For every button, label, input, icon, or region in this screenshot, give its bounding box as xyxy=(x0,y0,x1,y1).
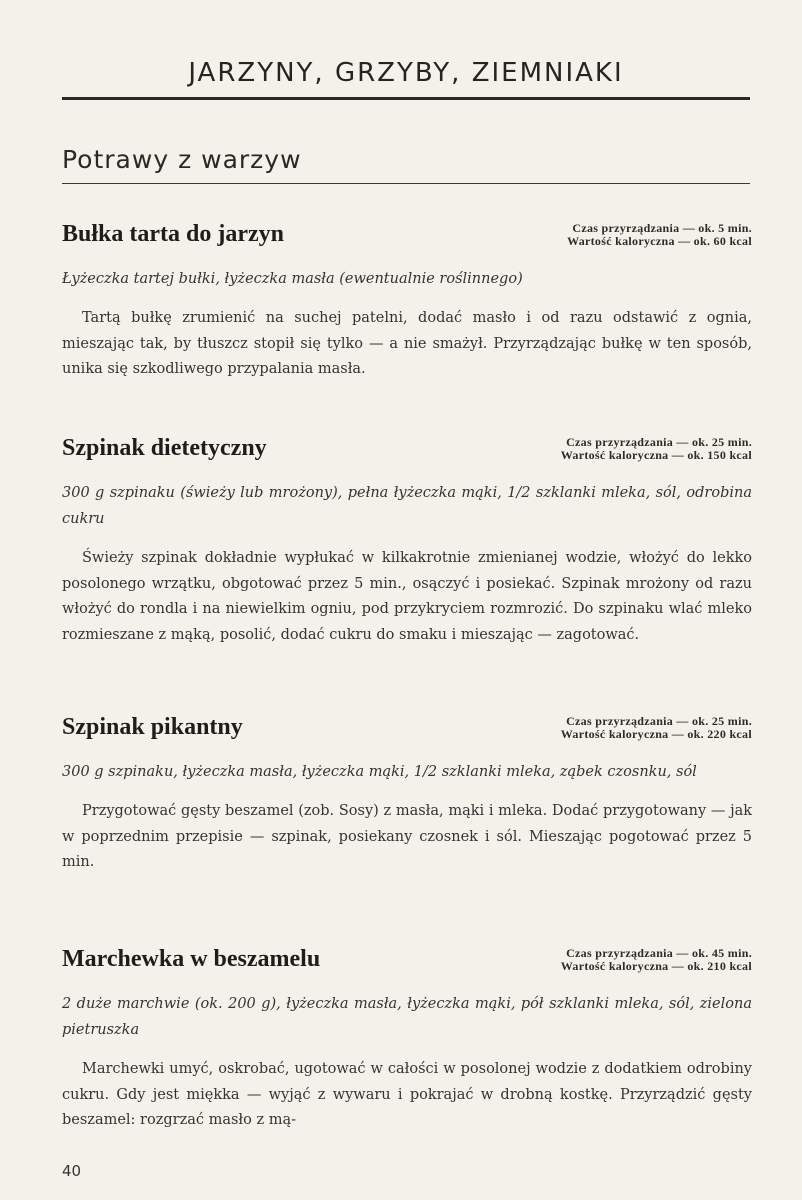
ingredients: 300 g szpinaku (świeży lub mrożony), pełna łyżeczka mąki, 1/2 szklanki mleka, sól, odrobina cukru xyxy=(62,485,752,527)
recipe-szpinak-pikantny xyxy=(62,705,752,876)
recipe-meta xyxy=(561,947,752,973)
ingredients: 2 duże marchwie (ok. 200 g), łyżeczka masła, łyżeczka mąki, pół szklanki mleka, sól, zielona pietruszka xyxy=(62,996,752,1038)
recipe-meta xyxy=(561,436,752,462)
recipe-title: Marchewka w beszamelu xyxy=(62,946,321,972)
prep-time: Czas przyrządzania — ok. 5 min. xyxy=(572,221,752,235)
recipe-meta xyxy=(567,222,752,248)
instructions: Świeży szpinak dokładnie wypłukać w kilkakrotnie zmienianej wodzie, włożyć do lekko posolonego wrzątku, obgotować przez 5 min., osączyć i posiekać. Szpinak mrożony od razu włożyć do rondla i na niewielkim ogniu, pod przykryciem rozmrozić. Do szpinaku wlać mleko rozmieszane z mąką, posolić, dodać cukru do smaku i mieszając — zagotować. xyxy=(62,550,752,643)
page-number: 40 xyxy=(62,1162,82,1180)
section-title: Potrawy z warzyw xyxy=(62,145,302,174)
calorie-value: Wartość kaloryczna — ok. 150 kcal xyxy=(560,448,752,462)
calorie-value: Wartość kaloryczna — ok. 210 kcal xyxy=(560,959,752,973)
calorie-value: Wartość kaloryczna — ok. 60 kcal xyxy=(567,234,752,248)
instructions: Tartą bułkę zrumienić na suchej patelni, dodać masło i od razu odstawić z ognia, mieszając tak, by tłuszcz stopił się tylko — a nie smażył. Przyrządzając bułkę w ten sposób, unika się szkodliwego przypalania masła. xyxy=(62,310,752,377)
prep-time: Czas przyrządzania — ok. 45 min. xyxy=(566,946,752,960)
recipe-title: Bułka tarta do jarzyn xyxy=(62,221,284,247)
recipe-marchewka-w-beszamelu xyxy=(62,937,752,1134)
prep-time: Czas przyrządzania — ok. 25 min. xyxy=(566,714,752,728)
recipe-bulka-tarta xyxy=(62,212,752,383)
ingredients: 300 g szpinaku, łyżeczka masła, łyżeczka mąki, 1/2 szklanki mleka, ząbek czosnku, sól xyxy=(62,764,697,780)
section-divider xyxy=(62,183,750,184)
calorie-value: Wartość kaloryczna — ok. 220 kcal xyxy=(560,727,752,741)
recipe-title: Szpinak pikantny xyxy=(62,714,243,740)
chapter-divider xyxy=(62,97,750,100)
recipe-szpinak-dietetyczny xyxy=(62,426,752,648)
chapter-title: JARZYNY, GRZYBY, ZIEMNIAKI xyxy=(188,58,624,88)
prep-time: Czas przyrządzania — ok. 25 min. xyxy=(566,435,752,449)
ingredients: Łyżeczka tartej bułki, łyżeczka masła (ewentualnie roślinnego) xyxy=(62,271,523,287)
instructions: Marchewki umyć, oskrobać, ugotować w całości w posolonej wodzie z dodatkiem odrobiny cukru. Gdy jest miękka — wyjąć z wywaru i pokrajać w drobną kostkę. Przyrządzić gęsty beszamel: rozgrzać masło z mą- xyxy=(62,1061,752,1128)
recipe-meta xyxy=(561,715,752,741)
instructions: Przygotować gęsty beszamel (zob. Sosy) z masła, mąki i mleka. Dodać przygotowany — jak w poprzednim przepisie — szpinak, posiekany czosnek i sól. Mieszając pogotować przez 5 min. xyxy=(62,803,752,870)
recipe-title: Szpinak dietetyczny xyxy=(62,435,267,461)
